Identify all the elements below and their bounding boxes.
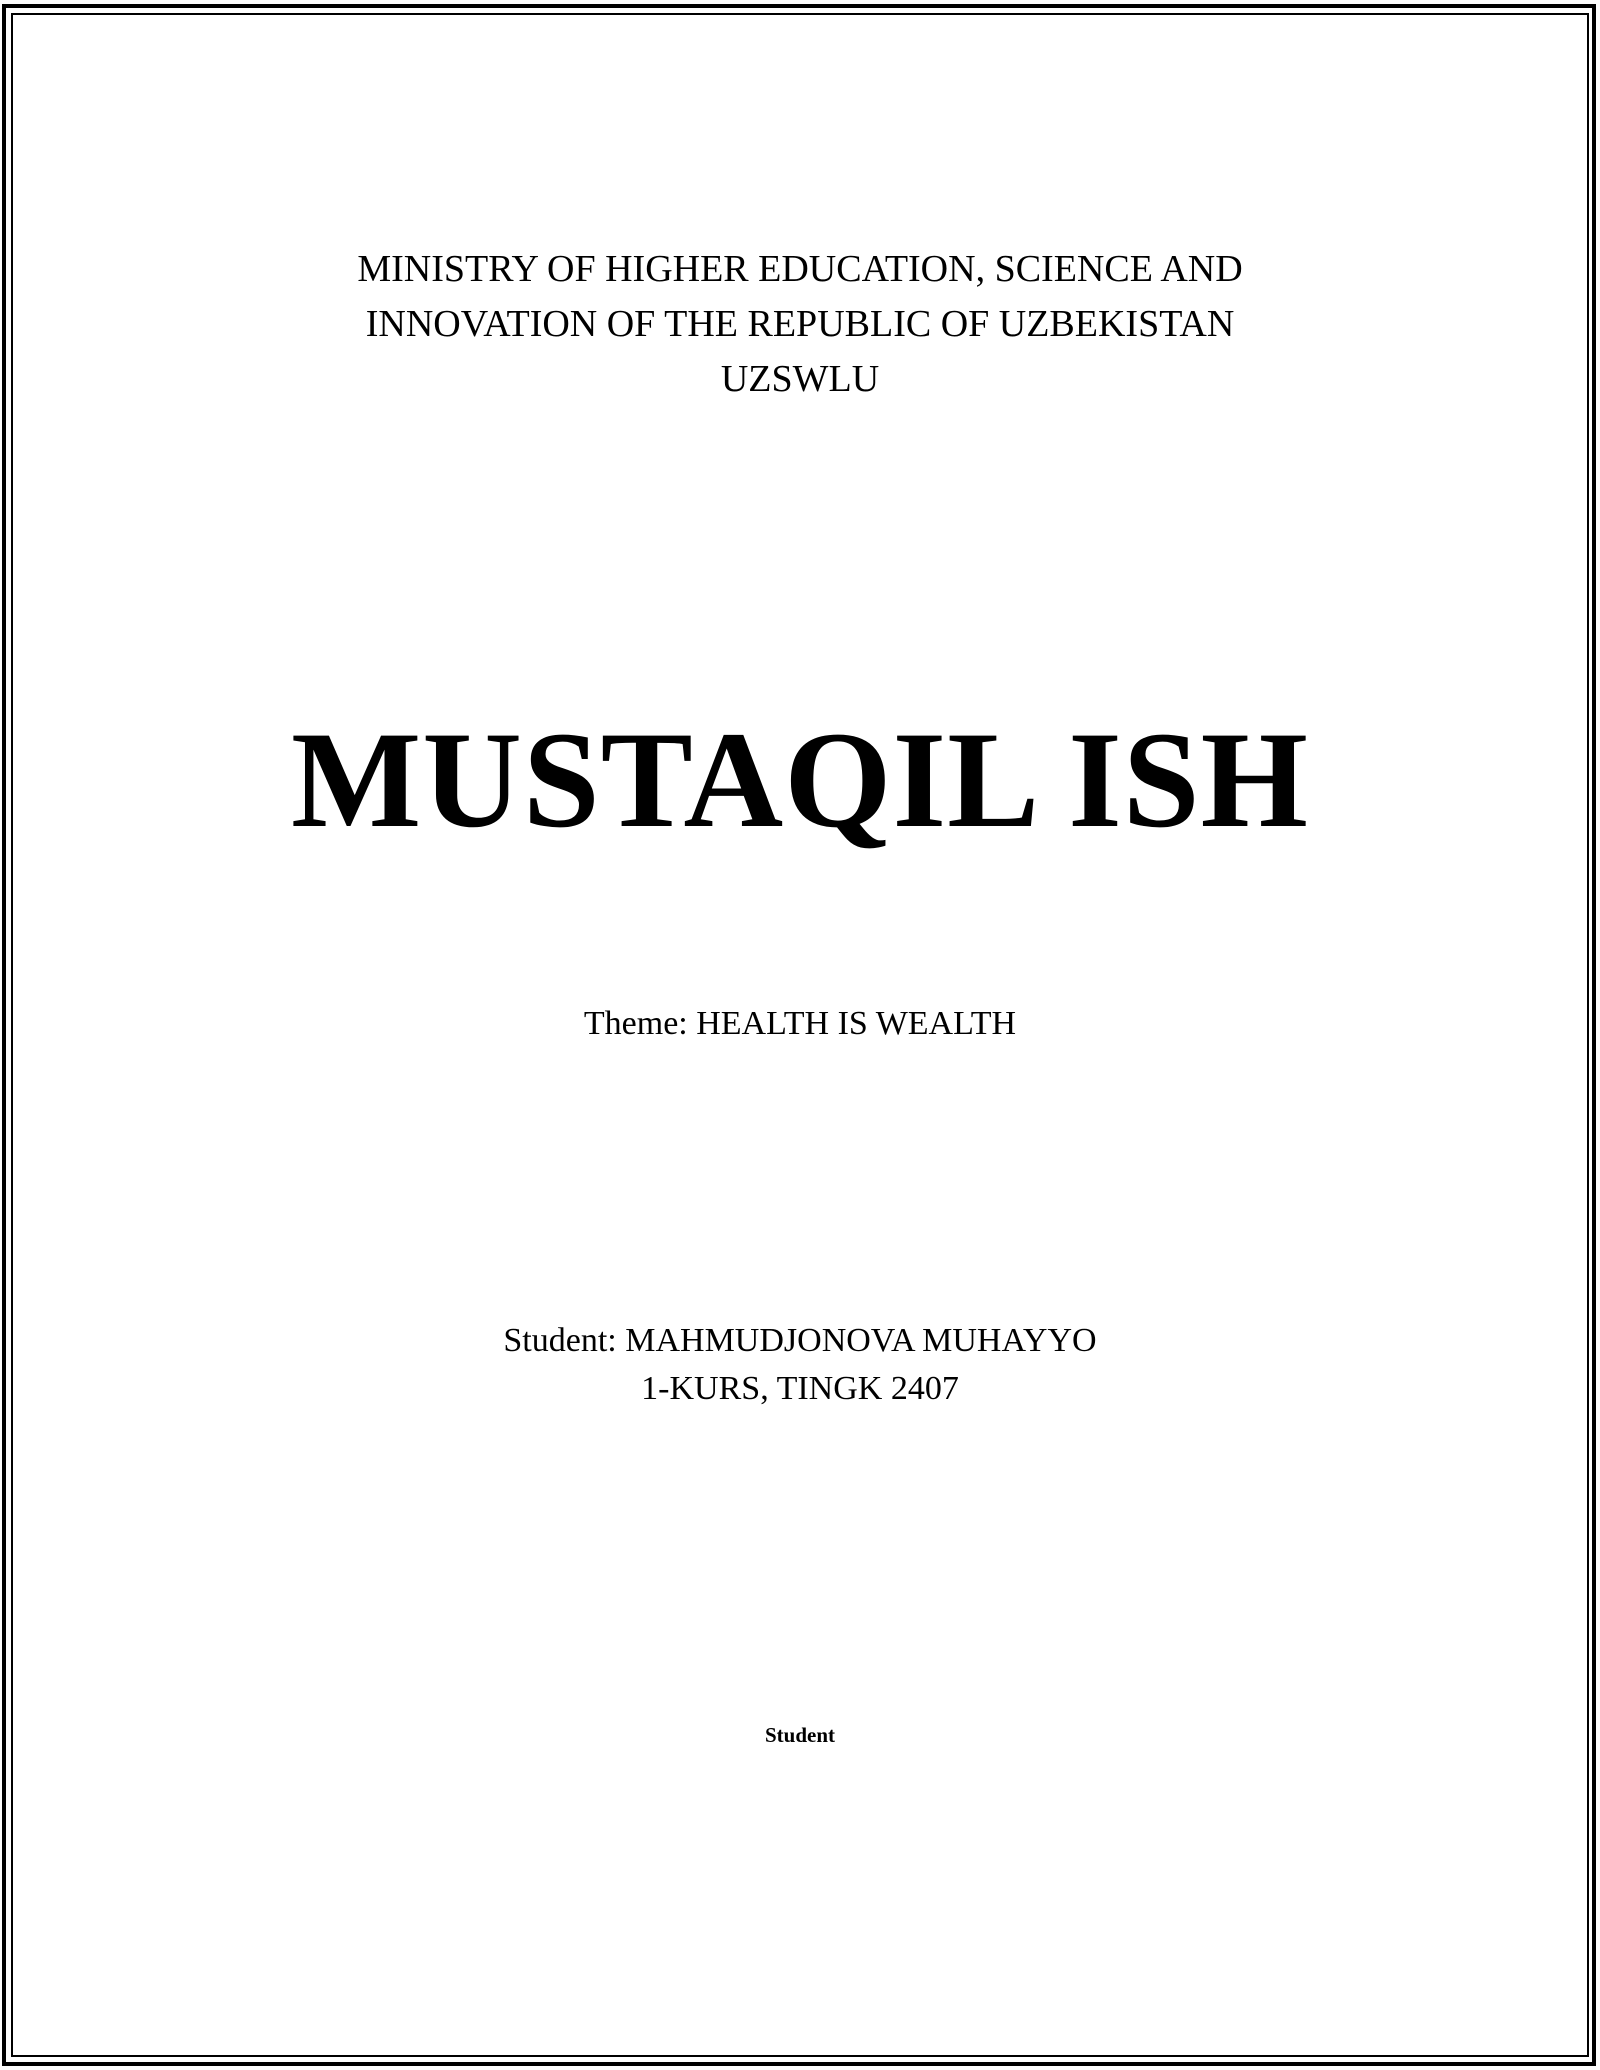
university-name: UZSWLU [720,358,880,400]
document-title: MUSTAQIL ISH [291,703,1309,856]
ministry-line-1: MINISTRY OF HIGHER EDUCATION, SCIENCE AND [357,248,1243,290]
student-course-line: 1-KURS, TINGK 2407 [641,1370,959,1407]
footer-student-label: Student [764,1723,836,1747]
student-name-line: Student: MAHMUDJONOVA MUHAYYO [503,1322,1097,1359]
theme-line: Theme: HEALTH IS WEALTH [583,1005,1017,1042]
ministry-line-2: INNOVATION OF THE REPUBLIC OF UZBEKISTAN [365,303,1235,345]
